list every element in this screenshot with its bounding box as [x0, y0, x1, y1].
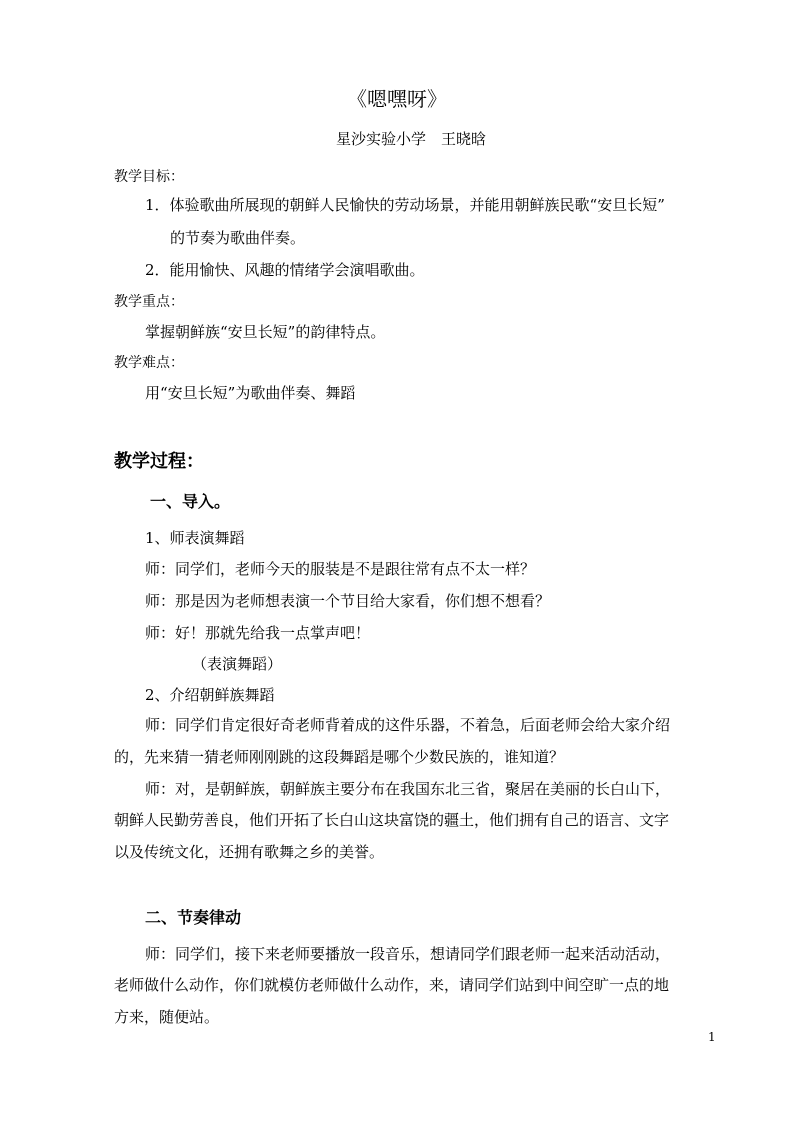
section-1-paragraph-2-line-3: 以及传统文化，还拥有歌舞之乡的美誉。	[114, 843, 385, 861]
section-2-paragraph-line-1: 师：同学们，接下来老师要播放一段音乐，想请同学们跟老师一起来活动活动，	[145, 945, 671, 963]
section-2-heading: 二、节奏律动	[145, 908, 242, 927]
section-2-paragraph-line-3: 方来，随便站。	[114, 1008, 220, 1026]
section-1-dialogue-3: 师：好！那就先给我一点掌声吧！	[145, 624, 371, 642]
section-2-paragraph-line-2: 老师做什么动作，你们就模仿老师做什么动作，来，请同学们站到中间空旷一点的地	[114, 976, 670, 994]
page-number: 1	[708, 1030, 716, 1044]
objectives-heading: 教学目标：	[114, 169, 184, 185]
section-1-paragraph-1-line-2: 的，先来猜一猜老师刚刚跳的这段舞蹈是哪个少数民族的，谁知道？	[114, 748, 565, 766]
document-title: 《嗯嘿呀》	[347, 87, 447, 111]
section-1-dialogue-1: 师：同学们，老师今天的服装是不是跟往常有点不太一样？	[145, 560, 536, 578]
section-1-heading: 一、导入。	[150, 492, 231, 511]
objective-1-line-2: 的节奏为歌曲伴奏。	[170, 229, 306, 247]
section-1-item-2: 2、介绍朝鲜族舞蹈	[145, 686, 275, 704]
section-1-paragraph-1-line-1: 师：同学们肯定很好奇老师背着成的这件乐器，不着急，后面老师会给大家介绍	[145, 716, 671, 734]
objective-2: 2．能用愉快、风趣的情绪学会演唱歌曲。	[145, 261, 425, 279]
objective-1-line-1: 1．体验歌曲所展现的朝鲜人民愉快的劳动场景，并能用朝鲜族民歌“安旦长短”	[145, 196, 665, 214]
section-1-paragraph-2-line-2: 朝鲜人民勤劳善良，他们开拓了长白山这块富饶的疆土，他们拥有自己的语言、文字	[114, 811, 670, 829]
section-1-stage-direction: （表演舞蹈）	[192, 655, 283, 673]
section-1-paragraph-2-line-1: 师：对，是朝鲜族，朝鲜族主要分布在我国东北三省，聚居在美丽的长白山下，	[145, 780, 671, 798]
author-line: 星沙实验小学 王晓晗	[336, 130, 487, 148]
difficulty-heading: 教学难点：	[114, 355, 184, 371]
key-points-heading: 教学重点：	[114, 294, 184, 310]
difficulty-text: 用“安旦长短”为歌曲伴奏、舞蹈	[145, 384, 356, 402]
section-1-item-1: 1、师表演舞蹈	[145, 529, 245, 547]
process-heading: 教学过程：	[114, 451, 204, 472]
section-1-dialogue-2: 师：那是因为老师想表演一个节目给大家看，你们想不想看？	[145, 592, 551, 610]
key-points-text: 掌握朝鲜族“安旦长短”的韵律特点。	[145, 323, 386, 341]
